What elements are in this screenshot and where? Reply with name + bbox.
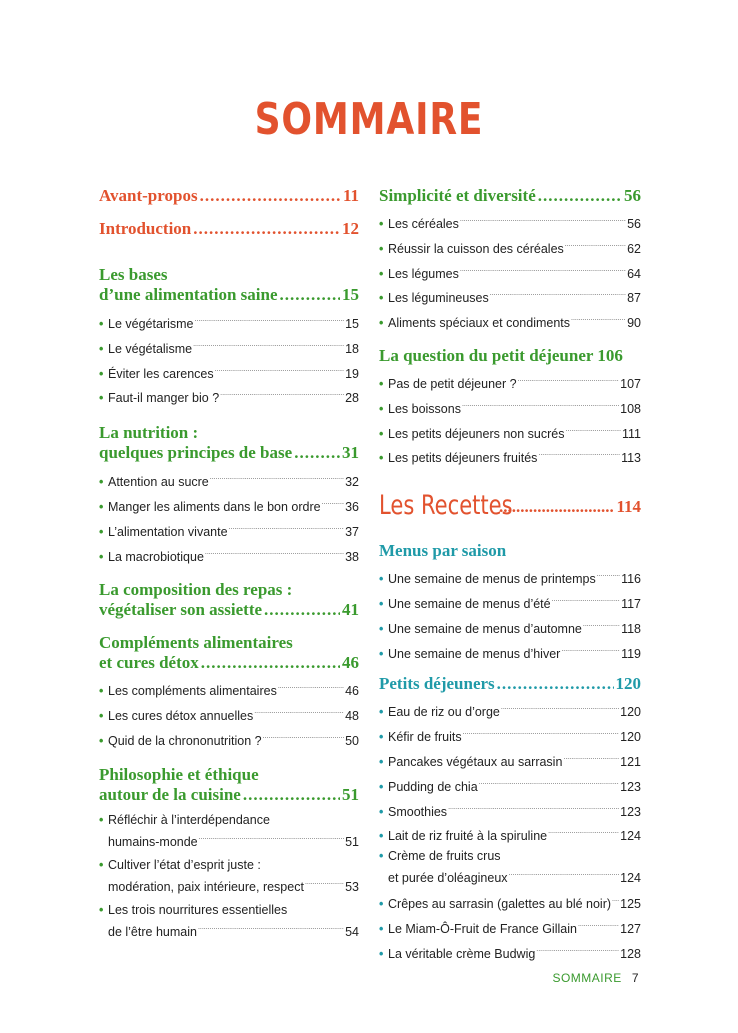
bullet-icon: • [99, 391, 104, 406]
bullet-icon: • [379, 426, 384, 441]
page-number: 120 [615, 674, 641, 694]
section-composition [99, 580, 359, 620]
list-item[interactable]: • Le végétalisme ..... 18 [99, 335, 359, 360]
list-item[interactable]: • Crème de fruits crus et purée d’oléagineux ..... 124 [379, 847, 641, 887]
dot-leader [264, 600, 340, 620]
toc-entry-avant-propos[interactable]: Avant-propos ..... 11 [99, 186, 359, 206]
section-bases [99, 265, 359, 409]
section-philosophie [99, 765, 359, 942]
page-footer [552, 971, 639, 985]
list-item[interactable]: • Une semaine de menus d’été ..... 117 [379, 590, 641, 615]
list-item[interactable]: • L’alimentation vivante ..... 37 [99, 518, 359, 543]
list-item[interactable]: • La véritable crème Budwig ..... 128 [379, 940, 641, 965]
list-item[interactable]: • Smoothies ..... 123 [379, 798, 641, 823]
list-item[interactable]: • Manger les aliments dans le bon ordre ..... 36 [99, 493, 359, 518]
bullet-icon: • [379, 646, 384, 661]
list-item[interactable]: • Pancakes végétaux au sarrasin ..... 121 [379, 748, 641, 773]
bullet-icon: • [379, 946, 384, 961]
entry-list [99, 677, 359, 751]
bullet-icon: • [379, 376, 384, 391]
bullet-icon: • [99, 902, 104, 917]
section-heading[interactable]: Menus par saison [379, 541, 507, 561]
list-item[interactable]: • Le végétarisme ..... 15 [99, 310, 359, 335]
dot-leader [193, 219, 340, 239]
section-petit-dejeuner-question [379, 346, 641, 469]
list-item[interactable]: • Le Miam-Ô-Fruit de France Gillain ..... 127 [379, 915, 641, 940]
bullet-icon: • [379, 316, 384, 331]
section-petits-dejeuners [379, 674, 641, 964]
list-item[interactable]: • Les petits déjeuners fruités ..... 113 [379, 444, 641, 469]
dot-leader [294, 443, 340, 463]
bullet-icon: • [99, 366, 104, 381]
list-item[interactable]: • Les légumes ..... 64 [379, 260, 641, 285]
list-item[interactable]: • Quid de la chrononutrition ? ..... 50 [99, 727, 359, 752]
bullet-icon: • [379, 779, 384, 794]
page-number: 41 [342, 600, 359, 620]
toc-right-column [379, 186, 641, 965]
bullet-icon: • [99, 341, 104, 356]
page-number: 106 [597, 345, 623, 365]
entry-list [99, 468, 359, 567]
dot-leader [243, 785, 340, 805]
bullet-icon: • [379, 897, 384, 912]
list-item[interactable]: • Aliments spéciaux et condiments ..... 90 [379, 309, 641, 334]
section-heading[interactable]: Petits déjeuners ..... 120 [379, 674, 641, 694]
list-item[interactable]: • Eau de riz ou d’orge ..... 120 [379, 698, 641, 723]
bullet-icon: • [99, 857, 104, 872]
dot-leader [201, 653, 340, 673]
bullet-icon: • [379, 754, 384, 769]
entry-list [379, 565, 641, 664]
list-item[interactable]: • Crêpes au sarrasin (galettes au blé noir) ..... 125 [379, 890, 641, 915]
page-number: 114 [616, 497, 641, 517]
section-heading[interactable]: La question du petit déjeuner 106 [379, 345, 623, 365]
footer-page-number: 7 [631, 971, 639, 985]
bullet-icon: • [379, 596, 384, 611]
entry-list [99, 310, 359, 409]
section-heading[interactable]: Compléments alimentaires et cures détox ..... 46 [99, 633, 359, 673]
bullet-icon: • [379, 921, 384, 936]
section-heading[interactable]: Les bases d’une alimentation saine ..... 15 [99, 265, 359, 305]
list-item[interactable]: • Les boissons ..... 108 [379, 395, 641, 420]
bullet-icon: • [379, 849, 384, 864]
list-item[interactable]: • Une semaine de menus de printemps ..... 116 [379, 565, 641, 590]
list-item[interactable]: • Une semaine de menus d’automne ..... 118 [379, 615, 641, 640]
list-item[interactable]: • Éviter les carences ..... 19 [99, 360, 359, 385]
bullet-icon: • [99, 684, 104, 699]
list-item[interactable]: • Attention au sucre ..... 32 [99, 468, 359, 493]
list-item[interactable]: • Faut-il manger bio ? ..... 28 [99, 384, 359, 409]
bullet-icon: • [99, 524, 104, 539]
list-item[interactable]: • Les légumineuses ..... 87 [379, 284, 641, 309]
list-item[interactable]: • Pudding de chia ..... 123 [379, 773, 641, 798]
bullet-icon: • [379, 266, 384, 281]
list-item[interactable]: • Réfléchir à l’interdépendance humains-monde ..... 51 [99, 811, 359, 852]
toc-entry-introduction[interactable]: Introduction ..... 12 [99, 219, 359, 239]
dot-leader [200, 186, 341, 206]
bullet-icon: • [99, 499, 104, 514]
bullet-icon: • [99, 733, 104, 748]
page-number: 12 [342, 219, 359, 238]
list-item[interactable]: • La macrobiotique ..... 38 [99, 543, 359, 568]
bullet-icon: • [99, 475, 104, 490]
list-item[interactable]: • Les cures détox annuelles ..... 48 [99, 702, 359, 727]
section-menus [379, 541, 641, 664]
recettes-heading[interactable]: Les Recettes ..... 114 [379, 491, 641, 521]
bullet-icon: • [379, 621, 384, 636]
section-heading[interactable]: Simplicité et diversité ..... 56 [379, 186, 641, 206]
dot-leader [499, 497, 614, 517]
entry-list [379, 370, 641, 469]
bullet-icon: • [379, 217, 384, 231]
dot-leader [280, 285, 340, 305]
list-item[interactable]: • Cultiver l’état d’esprit juste : modération, paix intérieure, respect ..... 53 [99, 856, 359, 897]
list-item[interactable]: • Les trois nourritures essentielles de l’être humain ..... 54 [99, 901, 359, 942]
footer-section: SOMMAIRE [552, 971, 622, 985]
entry-list [99, 811, 359, 942]
bullet-icon: • [99, 549, 104, 564]
entry-list [379, 698, 641, 964]
bullet-icon: • [379, 829, 384, 844]
page-number: 11 [342, 186, 359, 205]
list-item[interactable]: • Une semaine de menus d’hiver ..... 119 [379, 640, 641, 665]
page-number: 56 [624, 186, 641, 205]
toc-left-column [99, 186, 359, 942]
list-item[interactable]: • Réussir la cuisson des céréales ..... 62 [379, 235, 641, 260]
list-item[interactable]: • Lait de riz fruité à la spiruline ..... 124 [379, 822, 641, 847]
page-number: 46 [342, 653, 359, 673]
section-complements [99, 633, 359, 751]
bullet-icon: • [99, 317, 104, 331]
bullet-icon: • [379, 241, 384, 256]
bullet-icon: • [379, 572, 384, 587]
dot-leader [538, 186, 622, 206]
entry-list [379, 210, 641, 334]
dot-leader [497, 674, 614, 694]
section-heading[interactable]: La nutrition : quelques principes de base ..... 31 [99, 423, 359, 463]
page-number: 51 [342, 784, 359, 804]
section-simplicite [379, 186, 641, 334]
section-heading[interactable]: Philosophie et éthique autour de la cuisine ..... 51 [99, 765, 359, 805]
section-nutrition [99, 423, 359, 567]
bullet-icon: • [379, 705, 384, 720]
page-number: 15 [342, 285, 359, 304]
list-item[interactable]: • Les céréales ..... 56 [379, 210, 641, 235]
bullet-icon: • [99, 709, 104, 724]
list-item[interactable]: • Les compléments alimentaires ..... 46 [99, 677, 359, 702]
bullet-icon: • [379, 804, 384, 819]
list-item[interactable]: • Kéfir de fruits ..... 120 [379, 723, 641, 748]
bullet-icon: • [99, 812, 104, 827]
bullet-icon: • [379, 401, 384, 416]
section-heading[interactable]: La composition des repas : végétaliser son assiette ..... 41 [99, 580, 359, 620]
page-number: 31 [342, 443, 359, 463]
page-title: SOMMAIRE [254, 94, 484, 145]
list-item[interactable]: • Pas de petit déjeuner ? ..... 107 [379, 370, 641, 395]
list-item[interactable]: • Les petits déjeuners non sucrés ..... 111 [379, 420, 641, 445]
bullet-icon: • [379, 451, 384, 466]
bullet-icon: • [379, 291, 384, 306]
bullet-icon: • [379, 730, 384, 745]
